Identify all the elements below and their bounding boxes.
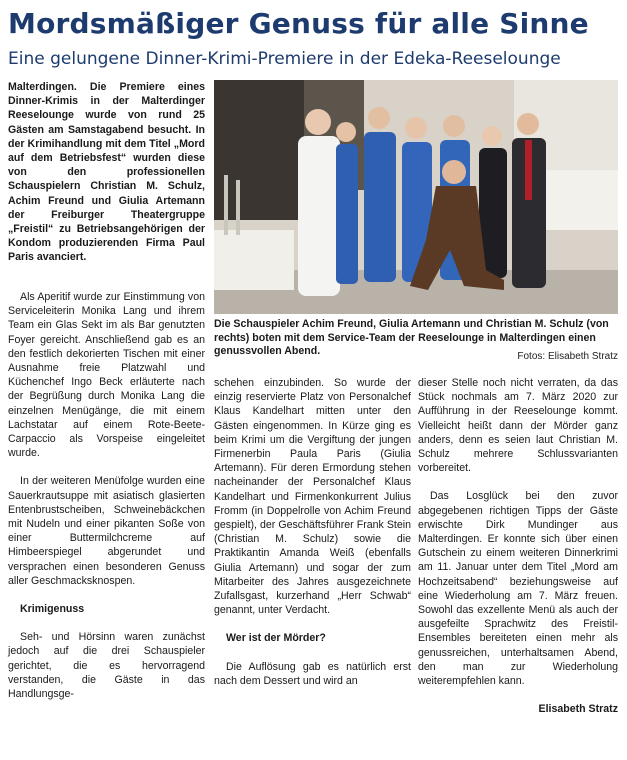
paragraph-verraten: dieser Stelle noch nicht verraten, da das Stück nochmals am 7. März 2020 zur Aufführung in der Reeselounge kommt. Vielleicht heißt dann der Mörder ganz anders, denn es seien laut Christian M. Schulz mehrere Schlussvarianten vorbereitet. [418,377,618,475]
subheading-krimigenuss: Krimigenuss [20,603,85,616]
subheading-moerder: Wer ist der Mörder? [226,632,326,645]
photo-caption: Die Schauspieler Achim Freund, Giulia Artemann und Christian M. Schulz (von rechts) boten mit dem Service-Team der Reeselounge in Malterdingen einen genussvollen Abend. [214,318,609,358]
lead-paragraph: Malterdingen. Die Premiere eines Dinner-Krimis in der Malterdinger Reeselounge wurde von rund 25 Gästen am Samstagabend besucht. In der Krimihandlung mit dem Titel „Mord auf dem Betriebsfest“ wurden diese von den professionellen Schauspielern Christian M. Schulz, Achim Freund und Giulia Artemann der Freiburger Theatergruppe „Freistil“ zu Betriebsangehörigen der Kondom produzierenden Firma Paul Paris avanciert. [8,81,205,264]
article-subheadline: Eine gelungene Dinner-Krimi-Premiere in der Edeka-Reeselounge [8,49,561,69]
article-photo [214,80,618,314]
article-column-3 [418,376,618,730]
paragraph-aperitif: Als Aperitif wurde zur Einstimmung von Serviceleiterin Monika Lang und ihrem Team ein Glas Sekt im als Bar genutzten Foyer gereicht. Anschließend gab es an den festlich dekorierten Tischen mit einer Ausnahme freie Platzwahl und Küchenchef Ingo Beck erläuterte nach der Begrüßung durch Monika Lang die einzelnen Menügänge, die mit einem Lachstatar auf einem Rote-Beete-Carpaccio als Vorspeise eingeleitet wurde. [8,291,205,460]
article-column-2 [214,376,411,702]
article-headline: Mordsmäßiger Genuss für alle Sinne [8,7,589,40]
article-author: Elisabeth Stratz [538,703,618,716]
paragraph-handlung: schehen einzubinden. So wurde der einzig reservierte Platz von Personalchef Klaus Kandelhart mitten unter den Gästen eingenommen. In Kürze ging es beim Krimi um die Vergiftung der jungen Firmenerbin Paula Paris (Giulia Artemann). Für deren Ermordung stehen nacheinander der Personalchef Klaus Kandelhart und Firmenkonkurrent Julius Fromm (in Doppelrolle von Achim Freund gespielt), der Geschäftsführer Frank Stein (Christian M. Schulz) sowie die Praktikantin Amanda Weiß (ebenfalls Giulia Artemann) und sogar der zum Mitarbeiter des Jahres ausgezeichnete Zufallsgast, kurzerhand „Herr Schwab“ genannt, unter Verdacht. [214,377,411,617]
paragraph-aufloesung: Die Auflösung gab es natürlich erst nach dem Dessert und wird an [214,660,411,687]
photo-credit: Fotos: Elisabeth Stratz [517,351,618,362]
paragraph-losglueck: Das Losglück bei den zuvor abgegebenen richtigen Tipps der Gäste erwischte Dirk Mundinger aus Malterdingen. Er konnte sich über einen Gutschein zu einem weiteren Dinnerkrimi am 11. Januar unter dem Titel „Mord am Hochzeitsabend“ beziehungsweise auf eine Wiederholung am 7. März freuen. Sowohl das exzellente Menü als auch der ausgefeilte Sprachwitz des Freistil-Ensembles bereiteten einen mehr als genussreichen, unterhaltsamen Abend, den man zur Wiederholung weiterempfehlen kann. [418,490,618,688]
paragraph-menue: In der weiteren Menüfolge wurden eine Sauerkrautsuppe mit asiatisch glasierten Entenbrustscheiben, Schweinebäckchen mit Nudeln und einer pikanten Soße von einer Buttermilchcreme auf Himbeerspiegel abgerundet und versprachen einen besonderen Genuss aller Geschmacksknospen. [8,475,205,587]
article-column-1 [8,290,205,715]
paragraph-krimigenuss: Seh- und Hörsinn waren zunächst jedoch auf die drei Schauspieler gerichtet, die es hervorragend verstanden, die Gäste in das Handlungsge- [8,631,205,701]
article-column-1-lead [8,80,205,279]
